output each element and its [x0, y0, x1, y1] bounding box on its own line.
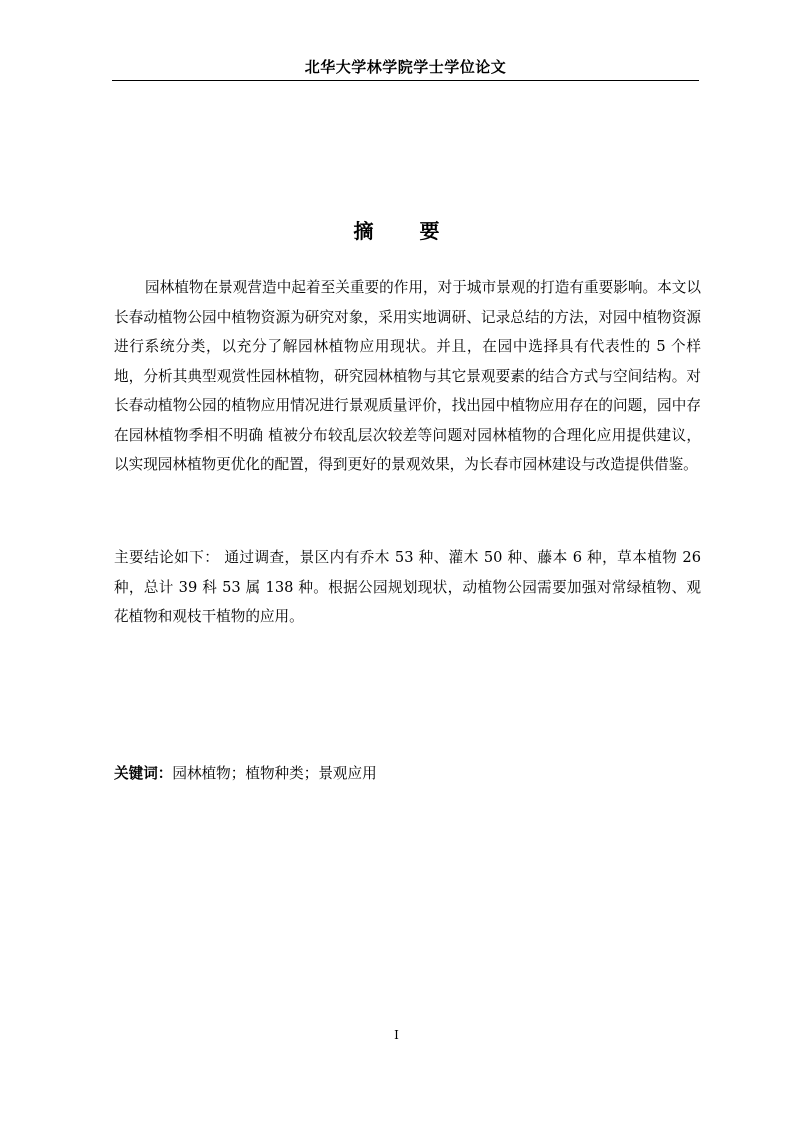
- keywords-line: [114, 759, 701, 788]
- abstract-heading: [0, 216, 793, 246]
- keywords-label: 关键词：: [114, 765, 173, 782]
- thesis-header-title: 北华大学林学院学士学位论文: [304, 58, 507, 76]
- abstract-heading-char-1: 摘: [353, 219, 374, 243]
- abstract-paragraph-1: 园林植物在景观营造中起着至关重要的作用，对于城市景观的打造有重要影响。本文以长春动植物公园中植物资源为研究对象，采用实地调研、记录总结的方法，对园中植物资源进行系统分类，以充分了解园林植物应用现状。并且，在园中选择具有代表性的 5 个样地，分析其典型观赏性园林植物，研究园林植物与其它景观要素的结合方式与空间结构。对长春动植物公园的植物应用情况进行景观质量评价，找出园中植物应用存在的问题，园中存在园林植物季相不明确 植被分布较乱层次较差等问题对园林植物的合理化应用提供建议，以实现园林植物更优化的配置，得到更好的景观效果，为长春市园林建设与改造提供借鉴。: [114, 279, 701, 473]
- abstract-paragraph-conclusions: 主要结论如下： 通过调查，景区内有乔木 53 种、灌木 50 种、藤本 6 种，草本植物 26 种，总计 39 科 53 属 138 种。根据公园规划现状，动植物公园需要加强对常绿植物、观花植物和观枝干植物的应用。: [114, 549, 701, 625]
- page-number: I: [394, 1028, 399, 1042]
- keywords-value: 园林植物；植物种类；景观应用: [172, 765, 377, 782]
- abstract-heading-char-2: 要: [419, 219, 440, 243]
- page-header: [112, 56, 699, 81]
